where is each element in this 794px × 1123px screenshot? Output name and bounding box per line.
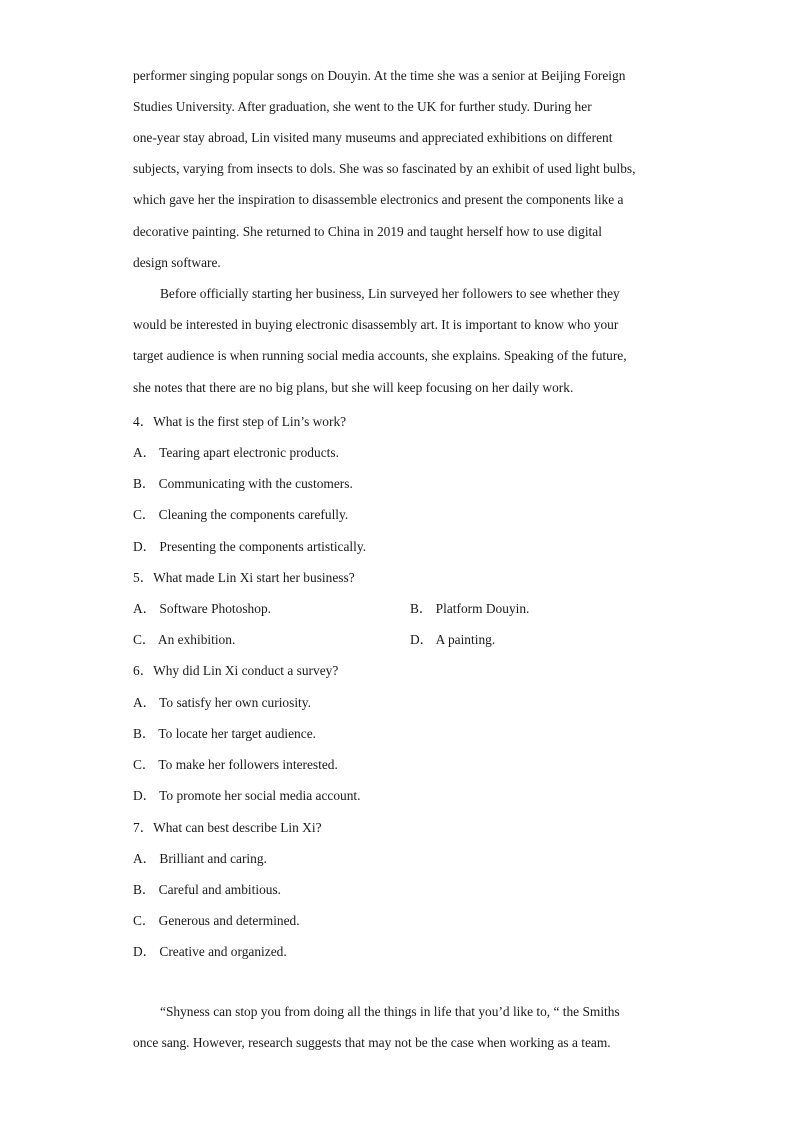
- text-line: Before officially starting her business, Lin surveyed her followers to see whether they: [160, 286, 620, 301]
- question-text: 5．What made Lin Xi start her business?: [133, 570, 355, 585]
- option-b: B． Communicating with the customers.: [133, 476, 353, 491]
- text-line: design software.: [133, 255, 221, 270]
- option-a: A． Tearing apart electronic products.: [133, 445, 339, 460]
- option-d: D． Creative and organized.: [133, 944, 287, 959]
- question-text: 6．Why did Lin Xi conduct a survey?: [133, 663, 339, 678]
- question-text: 7．What can best describe Lin Xi?: [133, 820, 322, 835]
- option-a: A． Brilliant and caring.: [133, 851, 267, 866]
- option-c: C． To make her followers interested.: [133, 757, 338, 772]
- option-a: A． Software Photoshop.: [133, 601, 271, 616]
- option-b: B． Platform Douyin.: [410, 601, 530, 616]
- text-line: performer singing popular songs on Douyin. At the time she was a senior at Beijing Foreign: [133, 68, 626, 83]
- text-line: once sang. However, research suggests that may not be the case when working as a team.: [133, 1035, 611, 1050]
- text-line: would be interested in buying electronic disassembly art. It is important to know who your: [133, 317, 619, 332]
- option-d: D． To promote her social media account.: [133, 788, 361, 803]
- text-line: Studies University. After graduation, she went to the UK for further study. During her: [133, 99, 592, 114]
- option-d: D． A painting.: [410, 632, 496, 647]
- text-line: decorative painting. She returned to China in 2019 and taught herself how to use digital: [133, 224, 602, 239]
- text-line: “Shyness can stop you from doing all the things in life that you’d like to, “ the Smiths: [160, 1004, 620, 1019]
- text-line: she notes that there are no big plans, but she will keep focusing on her daily work.: [133, 380, 574, 395]
- text-line: one-year stay abroad, Lin visited many museums and appreciated exhibitions on different: [133, 130, 613, 145]
- text-line: subjects, varying from insects to dols. She was so fascinated by an exhibit of used light bulbs,: [133, 161, 636, 176]
- option-c: C． Generous and determined.: [133, 913, 300, 928]
- option-c: C． An exhibition.: [133, 632, 236, 647]
- option-b: B． To locate her target audience.: [133, 726, 316, 741]
- text-line: which gave her the inspiration to disassemble electronics and present the components like a: [133, 192, 624, 207]
- option-a: A． To satisfy her own curiosity.: [133, 695, 311, 710]
- option-d: D． Presenting the components artistically.: [133, 539, 367, 554]
- text-line: target audience is when running social media accounts, she explains. Speaking of the future,: [133, 348, 627, 363]
- option-c: C． Cleaning the components carefully.: [133, 507, 349, 522]
- option-b: B． Careful and ambitious.: [133, 882, 282, 897]
- question-text: 4．What is the first step of Lin’s work?: [133, 414, 347, 429]
